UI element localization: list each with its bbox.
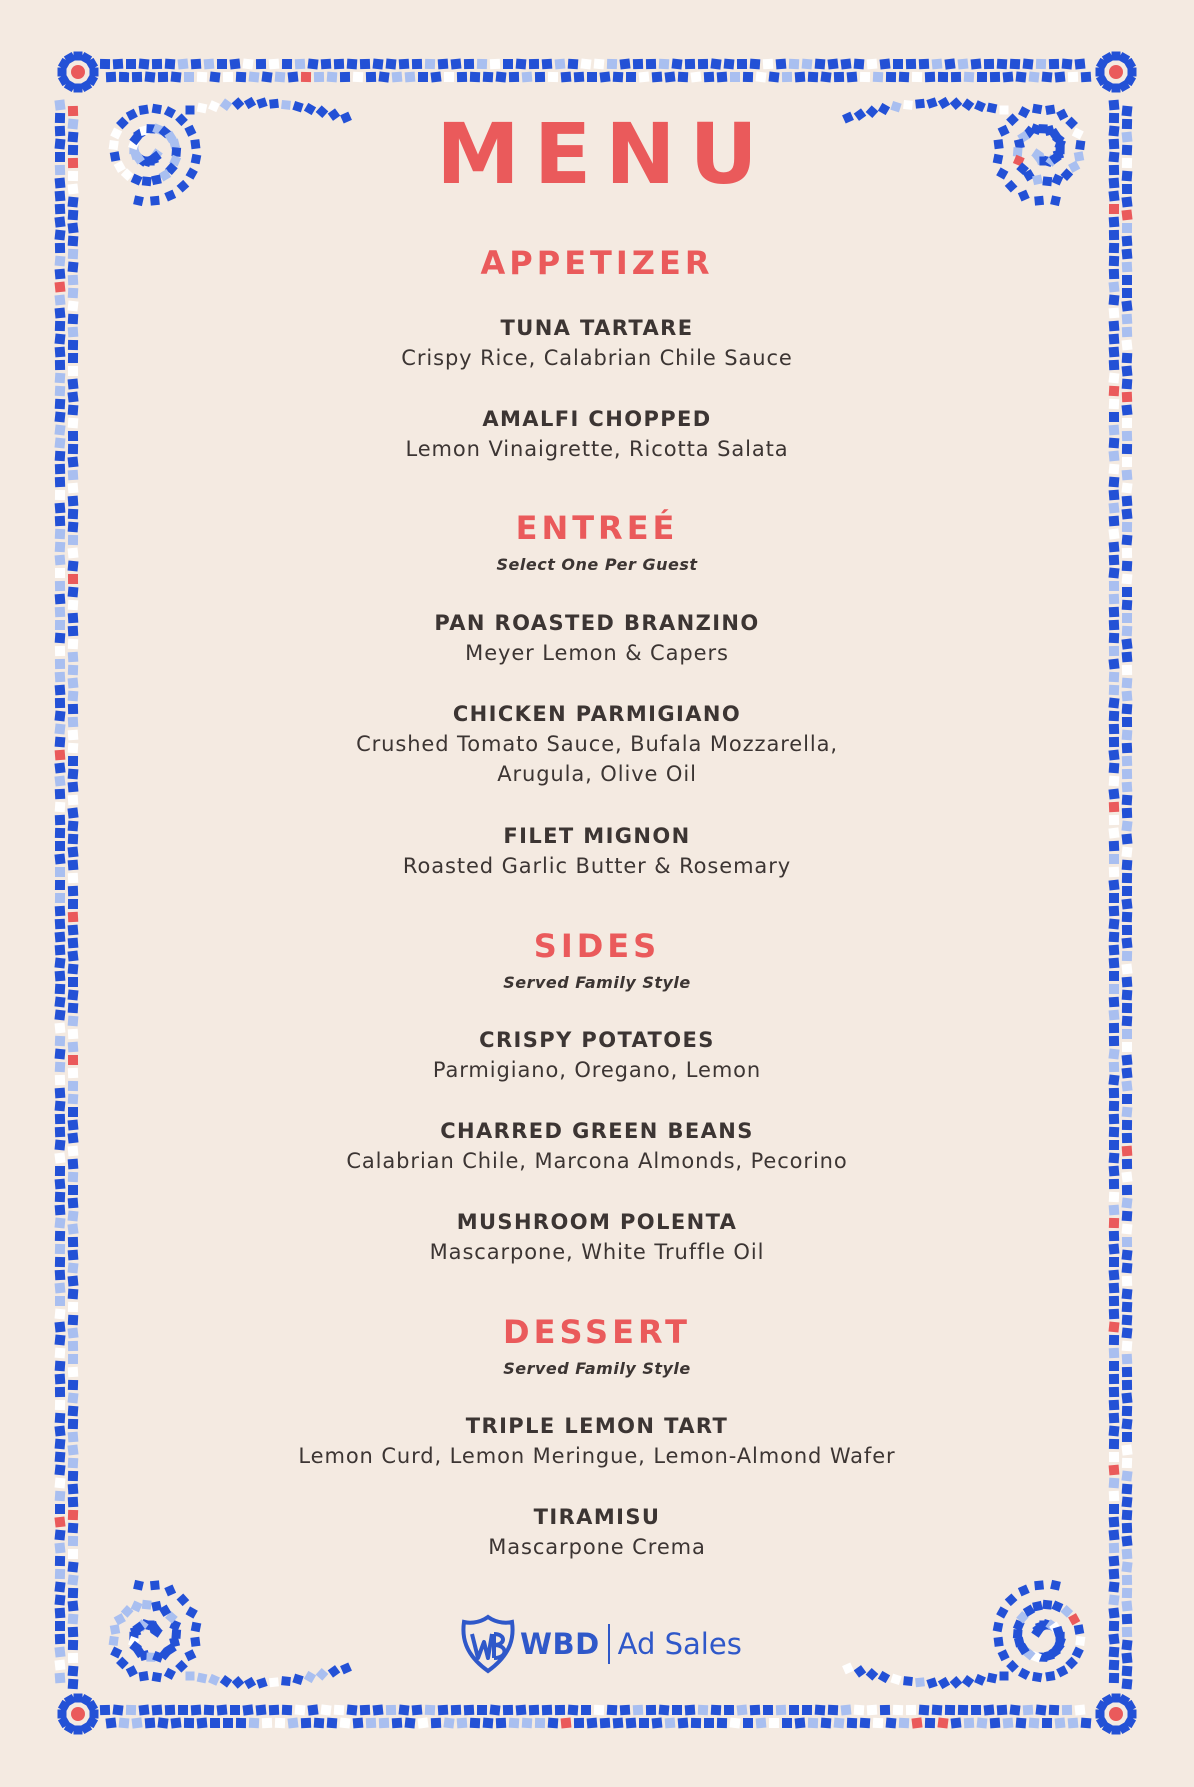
item-description: Parmigiano, Oregano, Lemon — [432, 1058, 762, 1082]
logo-brand-text: WBD — [520, 1627, 600, 1661]
item-name: CHICKEN PARMIGIANO — [452, 702, 742, 726]
page-title: MENU — [436, 105, 772, 203]
menu-item — [0, 1207, 1194, 1267]
menu-item — [0, 1411, 1194, 1471]
item-description: Mascarpone, White Truffle Oil — [429, 1240, 765, 1264]
item-description: Meyer Lemon & Capers — [465, 641, 729, 665]
menu-item — [0, 608, 1194, 668]
section-note: Served Family Style — [503, 1359, 691, 1378]
item-description: Crushed Tomato Sauce, Bufala Mozzarella, — [356, 732, 838, 756]
item-description: Lemon Vinaigrette, Ricotta Salata — [405, 437, 789, 461]
menu-item — [0, 1502, 1194, 1562]
item-name: CRISPY POTATOES — [479, 1028, 715, 1052]
logo-product-text: Ad Sales — [617, 1627, 742, 1661]
item-name: PAN ROASTED BRANZINO — [434, 611, 760, 635]
menu-item — [0, 404, 1194, 464]
section-heading-dessert: DESSERT — [503, 1313, 691, 1351]
item-name: TRIPLE LEMON TART — [465, 1414, 729, 1438]
item-description: Roasted Garlic Butter & Rosemary — [402, 854, 792, 878]
menu-item — [0, 313, 1194, 373]
logo-divider — [608, 1624, 610, 1664]
section-note: Served Family Style — [503, 973, 691, 992]
item-description: Arugula, Olive Oil — [497, 762, 697, 786]
item-description: Crispy Rice, Calabrian Chile Sauce — [401, 346, 793, 370]
item-name: TIRAMISU — [533, 1505, 661, 1529]
item-description: Calabrian Chile, Marcona Almonds, Pecorino — [346, 1149, 848, 1173]
section-note: Select One Per Guest — [496, 555, 698, 574]
item-description: Lemon Curd, Lemon Meringue, Lemon-Almond Wafer — [298, 1444, 896, 1468]
section-heading-entree: ENTREÉ — [515, 509, 679, 547]
item-name: MUSHROOM POLENTA — [456, 1210, 738, 1234]
item-name: CHARRED GREEN BEANS — [440, 1119, 754, 1143]
item-name: FILET MIGNON — [503, 824, 691, 848]
menu-item — [0, 821, 1194, 881]
menu-item — [0, 1116, 1194, 1176]
item-name: TUNA TARTARE — [500, 316, 694, 340]
wb-shield-icon — [460, 1614, 516, 1674]
item-name: AMALFI CHOPPED — [482, 407, 712, 431]
item-description: Mascarpone Crema — [488, 1535, 706, 1559]
menu-item — [0, 699, 1194, 789]
section-heading-sides: SIDES — [533, 927, 661, 965]
wbd-ad-sales-logo — [460, 1614, 750, 1674]
section-heading-appetizer: APPETIZER — [480, 244, 714, 282]
menu-item — [0, 1025, 1194, 1085]
